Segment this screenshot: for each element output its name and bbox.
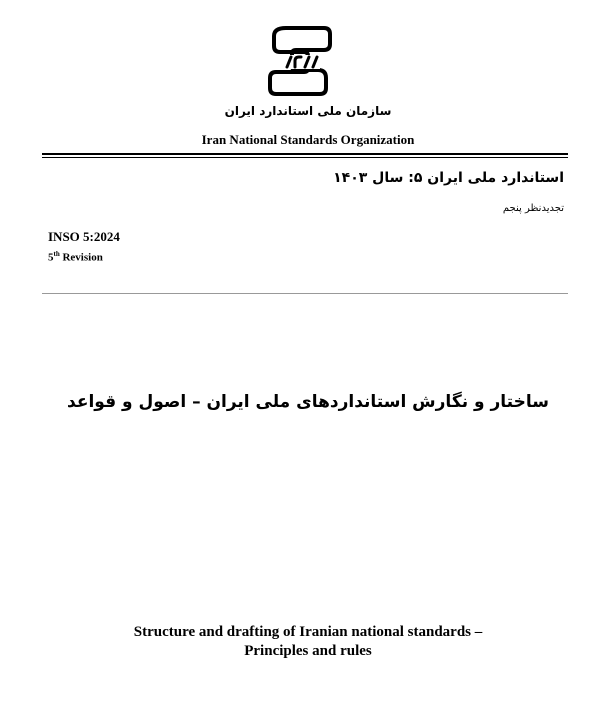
section-divider xyxy=(42,293,568,294)
org-name-english: Iran National Standards Organization xyxy=(201,132,415,147)
header-divider xyxy=(42,153,568,155)
revision-english xyxy=(48,250,103,264)
document-title-persian: ساختار و نگارش استانداردهای ملی ایران – اصول و قواعد xyxy=(67,392,549,412)
org-name-persian: سازمان ملی استاندارد ایران xyxy=(224,104,392,118)
header-divider-thin xyxy=(42,157,568,158)
revision-word: Revision xyxy=(59,251,103,264)
isiri-logo xyxy=(266,26,338,96)
standard-designation-english: INSO 5:2024 xyxy=(48,229,120,244)
revision-persian: تجدیدنظر پنجم xyxy=(502,203,564,214)
document-title-english xyxy=(0,623,616,661)
document-title-english-line2: Principles and rules xyxy=(244,643,372,659)
revision-ordinal-suffix: th xyxy=(53,250,60,258)
revision-number: 5 xyxy=(48,251,54,264)
document-title-english-line1: Structure and drafting of Iranian national standards – xyxy=(133,624,483,640)
standard-designation-persian: استاندارد ملی ایران ۵: سال ۱۴۰۳ xyxy=(333,170,564,186)
